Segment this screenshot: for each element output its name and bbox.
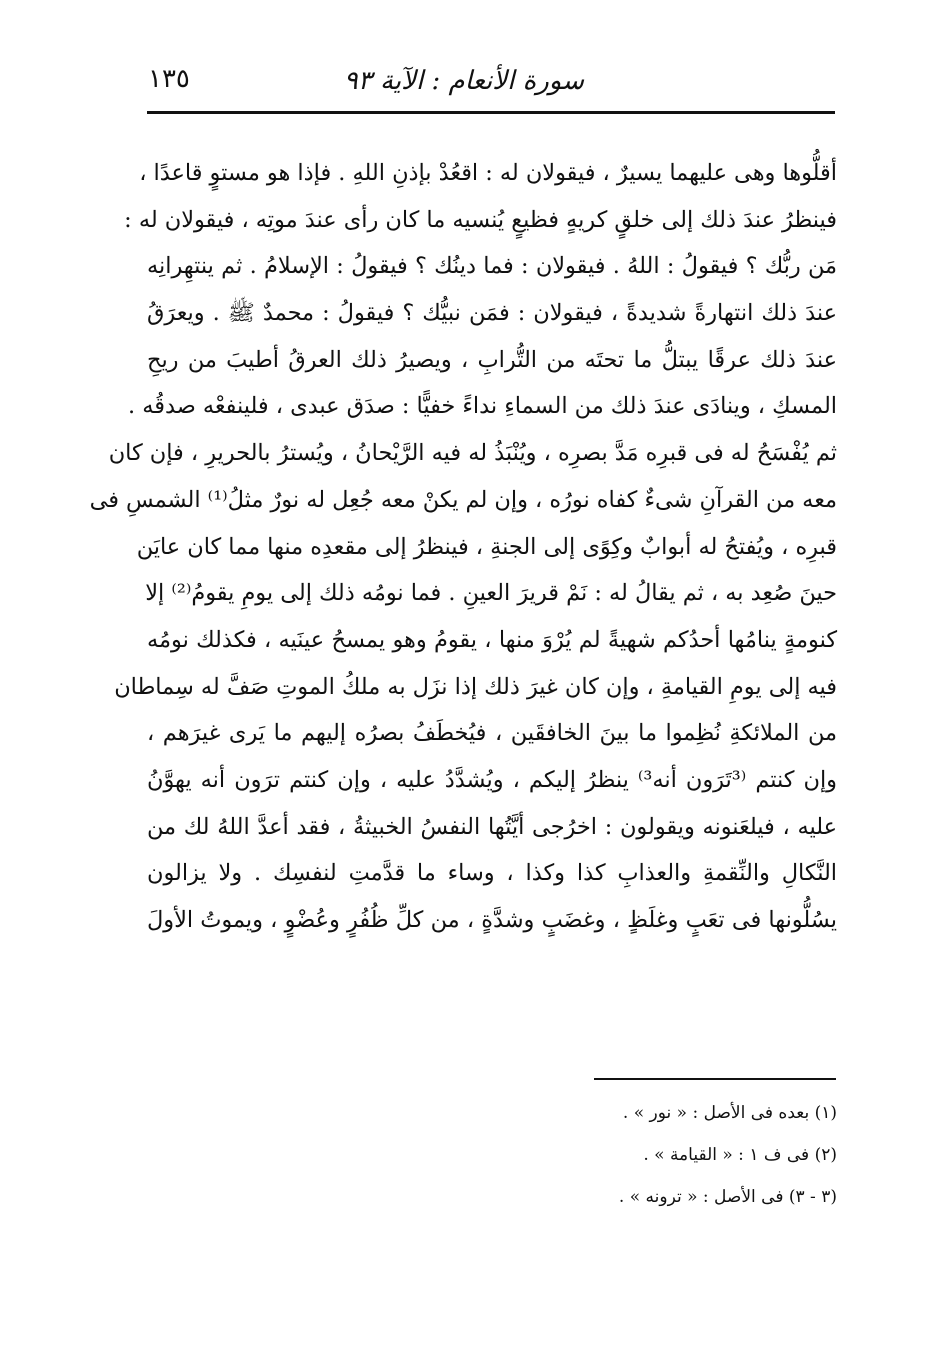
running-header [148, 62, 834, 104]
text-line: أقلُّوها وهى عليهما يسيرٌ ، فيقولان له : اقعُدْ بإذنِ اللهِ . فإذا هو مستوٍ قاعدًا ، [139, 160, 837, 186]
text-line: وإن كنتم ⁽³تَرَون أنه³⁾ ينظرُ إليكم ، ويُشدَّدُ عليه ، وإن كنتم ترَون أنه يهوَّنُ [147, 766, 837, 793]
text-line: حينَ صُعِد به ، ثم يقالُ له : نَمْ قريرَ العينِ . فما نومُه ذلك إلى يومِ يقومُ⁽²⁾ إلا [145, 580, 837, 607]
body-text [89, 150, 837, 944]
footnote: (٣ - ٣) فى الأصل : « ترونه » . [618, 1187, 837, 1207]
text-line: النَّكالِ والنِّقمةِ والعذابِ كذا وكذا ، وساء ما قدَّمتِ لنفسِك . ولا يزالون [147, 860, 837, 887]
footnote-rule [594, 1078, 836, 1080]
text-line: يسُلُّونها فى تعَبٍ وغلَظٍ ، وغضَبٍ وشدَّةٍ ، من كلِّ ظُفُرٍ وعُضْوٍ ، ويموتُ الأولَ [147, 907, 837, 933]
text-line: عليه ، فيلعَنونه ويقولون : اخرُجى أيَّتُها النفسُ الخبيثةُ ، فقد أعدَّ اللهُ لك من [147, 813, 837, 840]
text-line: عندَ ذلك انتهارةً شديدةً ، فيقولان : فمَن نبيُّك ؟ فيقولُ : محمدٌ ﷺ . ويعرَقُ [147, 300, 837, 327]
text-line: عندَ ذلك عرقًا يبتلُّ ما تحتَه من التُّرابِ ، ويصيرُ ذلك العرقُ أطيبَ من ريحِ [147, 346, 837, 373]
header-title: سورة الأنعام : الآية ٩٣ [343, 66, 584, 96]
footnote: (١) بعده فى الأصل : « نور » . [622, 1103, 837, 1123]
text-line: فينظرُ عندَ ذلك إلى خلقٍ كريهٍ فظيعٍ يُنسيه ما كان رأى عندَ موتِه ، فيقولان له : [124, 206, 837, 233]
footnote: (٢) فى ف ١ : « القيامة » . [643, 1145, 837, 1165]
text-line: معه من القرآنِ شىءٌ كفاه نورُه ، وإن لم يكنْ معه جُعِل له نورٌ مثلُ⁽¹⁾ الشمسِ فى [89, 486, 837, 513]
text-line: المسكِ ، وينادَى عندَ ذلك من السماءِ نداءً خفيًّا : صدَق عبدى ، فلينفعْه صدقُه . [128, 393, 837, 420]
text-line: قبرِه ، ويُفتحُ له أبوابٌ وكِوًى إلى الجنةِ ، فينظرُ إلى مقعدِه منها مما كان عايَن [136, 533, 837, 560]
footnotes [147, 1092, 837, 1218]
text-line: ثم يُفْسَحُ له فى قبرِه مَدَّ بصرِه ، ويُنْبَذُ له فيه الرَّيْحانُ ، ويُسترُ بالحريرِ ، فإن كان [108, 440, 837, 467]
text-line: من الملائكةِ نُظِموا ما بينَ الخافقَين ، فيُخطَفُ بصرُه إليهم ما يَرى غيرَهم ، [147, 720, 837, 747]
header-rule [147, 111, 835, 114]
text-line: مَن ربُّك ؟ فيقولُ : اللهُ . فيقولان : فما دينُك ؟ فيقولُ : الإسلامُ . ثم ينتهِرانِه [147, 253, 837, 280]
page-number: ١٣٥ [148, 64, 190, 94]
text-line: فيه إلى يومِ القيامةِ ، وإن كان غيرَ ذلك إذا نزَل به ملكُ الموتِ صَفَّ له سِماطان [114, 673, 837, 700]
text-line: كنومةٍ ينامُها أحدُكم شهيةً لم يُرْوَ منها ، يقومُ وهو يمسحُ عينَيه ، فكذلك نومُه [147, 626, 837, 653]
